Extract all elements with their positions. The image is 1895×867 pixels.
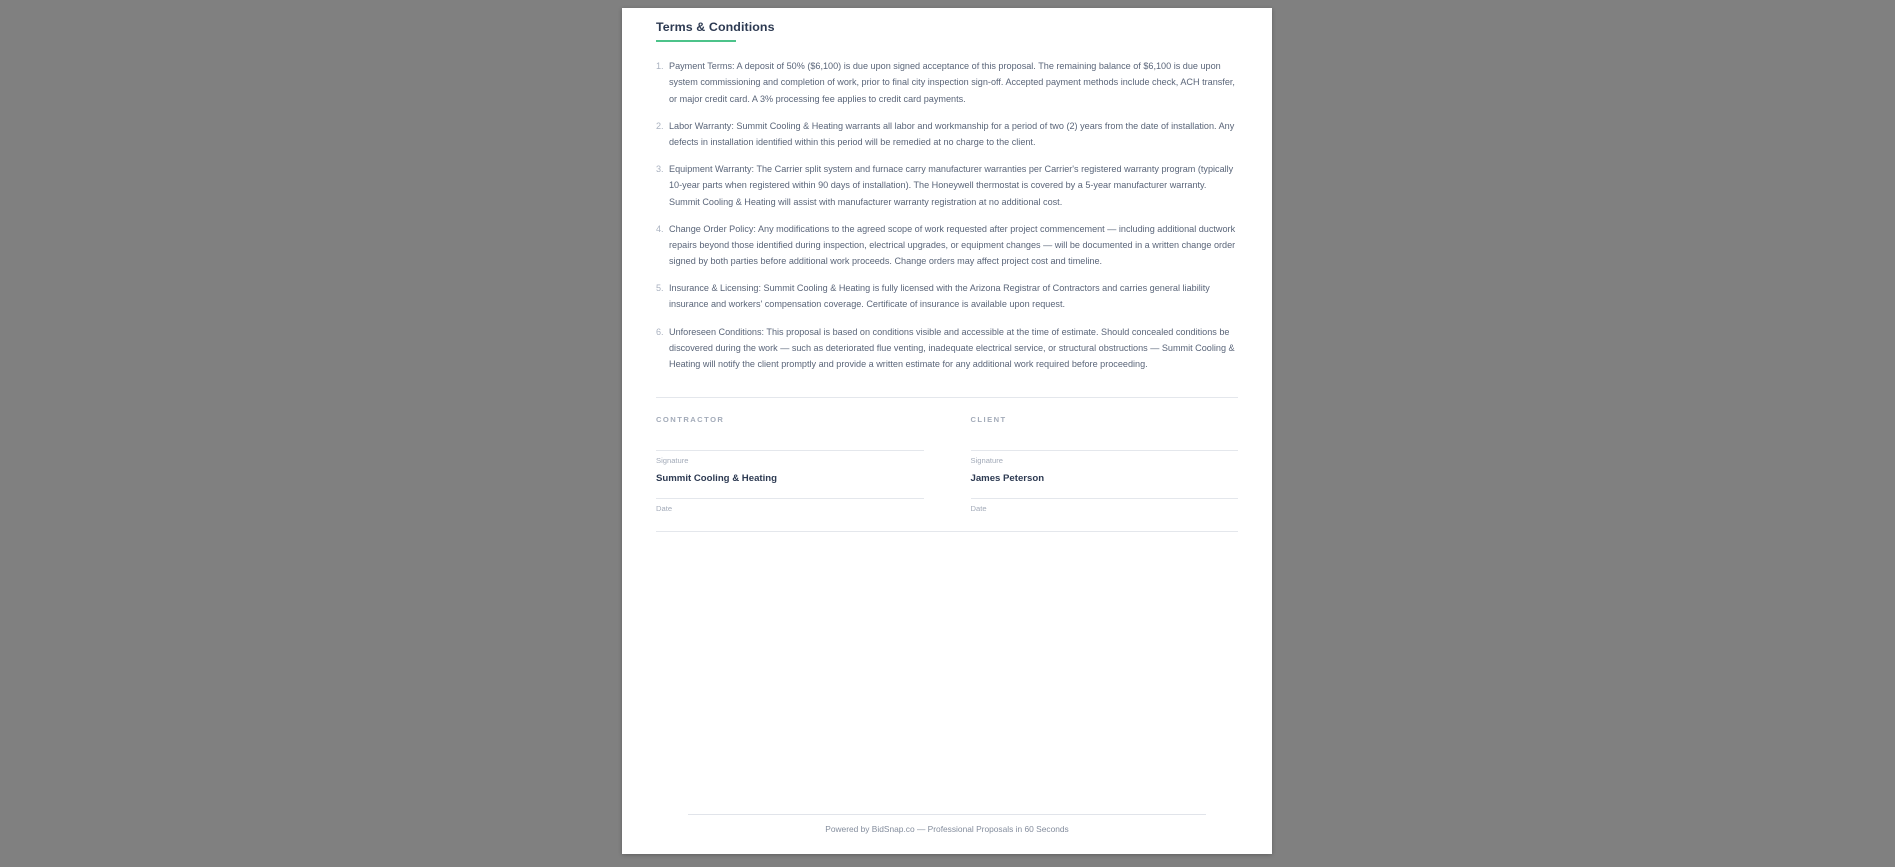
footer-attribution: Powered by BidSnap.co — Professional Proposals in 60 Seconds [825,824,1069,835]
page-footer [622,814,1272,854]
signature-line-contractor[interactable] [656,450,924,466]
date-line-client[interactable] [971,498,1239,514]
term-item [656,324,1238,373]
term-number: 2. [656,120,664,131]
signature-column-contractor [656,415,924,514]
term-item [656,118,1238,150]
signature-name-contractor: Summit Cooling & Heating [656,473,777,485]
proposal-page [622,8,1272,854]
term-text: Equipment Warranty: The Carrier split system and furnace carry manufacturer warranties per Carrier's registered warranty program (typically 10-year parts when registered within 90 days of installation). The Honeywell thermostat is covered by a 5-year manufacturer warranty. Summit Cooling & Heating will assist with manufacturer warranty registration at no additional cost. [669,164,1234,207]
term-item [656,221,1238,270]
term-text: Change Order Policy: Any modifications to the agreed scope of work requested after project commencement — including additional ductwork repairs beyond those identified during inspection, electrical upgrades, or equipment changes — will be documented in a written change order signed by both parties before additional work proceeds. Change orders may affect project cost and timeline. [669,223,1236,267]
signature-column-client [971,415,1239,514]
term-number: 6. [656,326,664,337]
term-text: Payment Terms: A deposit of 50% ($6,100) is due upon signed acceptance of this proposal. The remaining balance of $6,100 is due upon system commissioning and completion of work, prior to final city inspection sign-off. Accepted payment methods include check, ACH transfer, or major credit card. A 3% processing fee applies to credit card payments. [669,61,1235,104]
signature-caption-contractor: Signature [656,456,689,466]
terms-list [656,58,1238,372]
term-number: 4. [656,223,664,234]
term-item [656,280,1238,312]
section-heading-group [656,18,1238,42]
title-accent-rule [656,40,736,42]
signature-caption-client: Signature [970,456,1004,466]
term-text: Unforeseen Conditions: This proposal is based on conditions visible and accessible at the time of estimate. Should concealed conditions be discovered during the work — such as deteriorated flue venting, inadequate electrical service, or structural obstructions — Summit Cooling & Heating will notify the client promptly and provide a written estimate for any additional work required before proceeding. [669,326,1235,369]
signature-block-bottom-rule [656,531,1238,532]
term-item [656,161,1238,210]
page-content [622,8,1272,854]
date-caption-client: Date [970,503,987,513]
date-caption-contractor: Date [656,503,673,513]
term-text: Labor Warranty: Summit Cooling & Heating warrants all labor and workmanship for a period of two (2) years from the date of installation. Any defects in installation identified within this period will be remedied at no charge to the client. [669,120,1235,147]
footer-divider [688,814,1206,815]
signature-line-client[interactable] [971,450,1239,466]
date-line-contractor[interactable] [656,498,924,514]
term-item [656,58,1238,107]
term-number: 1. [656,61,664,72]
signature-role-contractor: CONTRACTOR [656,415,725,425]
page-title: Terms & Conditions [656,20,775,34]
term-number: 3. [656,164,664,175]
signature-block [656,397,1238,514]
signature-name-client: James Peterson [970,473,1045,485]
term-number: 5. [656,283,664,294]
term-text: Insurance & Licensing: Summit Cooling & Heating is fully licensed with the Arizona Registrar of Contractors and carries general liability insurance and workers' compensation coverage. Certificate of insurance is available upon request. [669,283,1210,310]
signature-role-client: CLIENT [970,415,1007,425]
